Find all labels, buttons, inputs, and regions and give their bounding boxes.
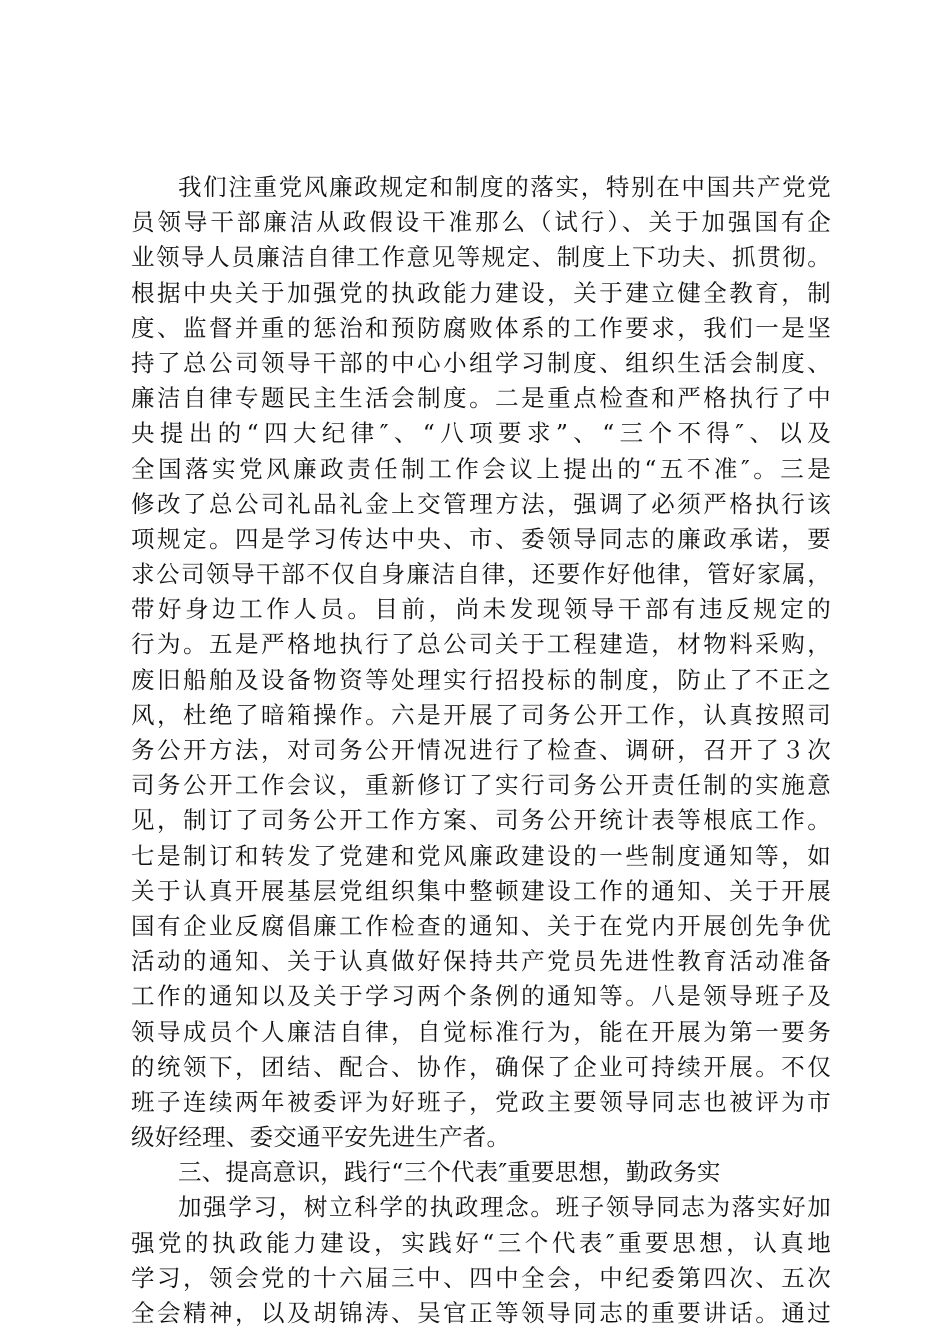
paragraph-1-line: 项规定。四是学习传达中央、市、委领导同志的廉政承诺，要 (131, 524, 831, 553)
paragraph-1-line: 见，制订了司务公开工作方案、司务公开统计表等根底工作。 (131, 806, 831, 835)
paragraph-1-line: 修改了总公司礼品礼金上交管理方法，强调了必须严格执行该 (131, 489, 831, 518)
paragraph-1-line: 国有企业反腐倡廉工作检查的通知、关于在党内开展创先争优 (131, 911, 831, 940)
paragraph-1-line: 废旧船舶及设备物资等处理实行招投标的制度，防止了不正之 (131, 665, 831, 694)
paragraph-2-line: 全会精神，以及胡锦涛、吴官正等领导同志的重要讲话。通过 (131, 1299, 831, 1327)
paragraph-2-line: 强党的执政能力建设，实践好“三个代表″重要思想，认真地 (131, 1228, 831, 1257)
paragraph-1-line: 班子连续两年被委评为好班子，党政主要领导同志也被评为市 (131, 1087, 831, 1116)
paragraph-1-line: 廉洁自律专题民主生活会制度。二是重点检查和严格执行了中 (131, 384, 831, 413)
paragraph-1-line: 我们注重党风廉政规定和制度的落实，特别在中国共产党党 (178, 173, 831, 201)
section-heading: 三、提高意识，践行“三个代表″重要思想，勤政务实 (178, 1158, 721, 1187)
paragraph-1-line: 务公开方法，对司务公开情况进行了检查、调研，召开了３次 (131, 736, 831, 764)
paragraph-1-line: 带好身边工作人员。目前，尚未发现领导干部有违反规定的 (131, 595, 831, 624)
paragraph-1-line: 级好经理、委交通平安先进生产者。 (131, 1123, 511, 1152)
document-body (131, 170, 831, 1331)
paragraph-1-line: 的统领下，团结、配合、协作，确保了企业可持续开展。不仅 (131, 1052, 831, 1081)
paragraph-2-line: 加强学习，树立科学的执政理念。班子领导同志为落实好加 (178, 1193, 831, 1222)
paragraph-1-line: 业领导人员廉洁自律工作意见等规定、制度上下功夫、抓贯彻。 (131, 243, 831, 272)
paragraph-1-line: 全国落实党风廉政责任制工作会议上提出的“五不准″。三是 (131, 454, 831, 483)
paragraph-1-line: 风，杜绝了暗箱操作。六是开展了司务公开工作，认真按照司 (131, 700, 831, 729)
paragraph-1-line: 员领导干部廉洁从政假设干准那么（试行）、关于加强国有企 (131, 208, 831, 237)
paragraph-1-line: 持了总公司领导干部的中心小组学习制度、组织生活会制度、 (131, 348, 831, 377)
paragraph-1-line: 根据中央关于加强党的执政能力建设，关于建立健全教育，制 (131, 278, 831, 307)
paragraph-1-line: 司务公开工作会议，重新修订了实行司务公开责任制的实施意 (131, 771, 831, 800)
paragraph-1-line: 活动的通知、关于认真做好保持共产党员先进性教育活动准备 (131, 947, 831, 976)
paragraph-1-line: 七是制订和转发了党建和党风廉政建设的一些制度通知等，如 (131, 841, 831, 870)
paragraph-1-line: 工作的通知以及关于学习两个条例的通知等。八是领导班子及 (131, 982, 831, 1011)
paragraph-2-line: 学习，领会党的十六届三中、四中全会，中纪委第四次、五次 (131, 1263, 831, 1292)
paragraph-1-line: 求公司领导干部不仅自身廉洁自律，还要作好他律，管好家属， (131, 560, 831, 589)
paragraph-1-line: 央提出的“四大纪律″、“八项要求”、“三个不得″、以及 (131, 419, 831, 448)
paragraph-1-line: 度、监督并重的惩治和预防腐败体系的工作要求，我们一是坚 (131, 313, 831, 342)
paragraph-1-line: 行为。五是严格地执行了总公司关于工程建造，材物料采购， (131, 630, 831, 659)
paragraph-1-line: 领导成员个人廉洁自律，自觉标准行为，能在开展为第一要务 (131, 1017, 831, 1046)
paragraph-1-line: 关于认真开展基层党组织集中整顿建设工作的通知、关于开展 (131, 876, 831, 905)
